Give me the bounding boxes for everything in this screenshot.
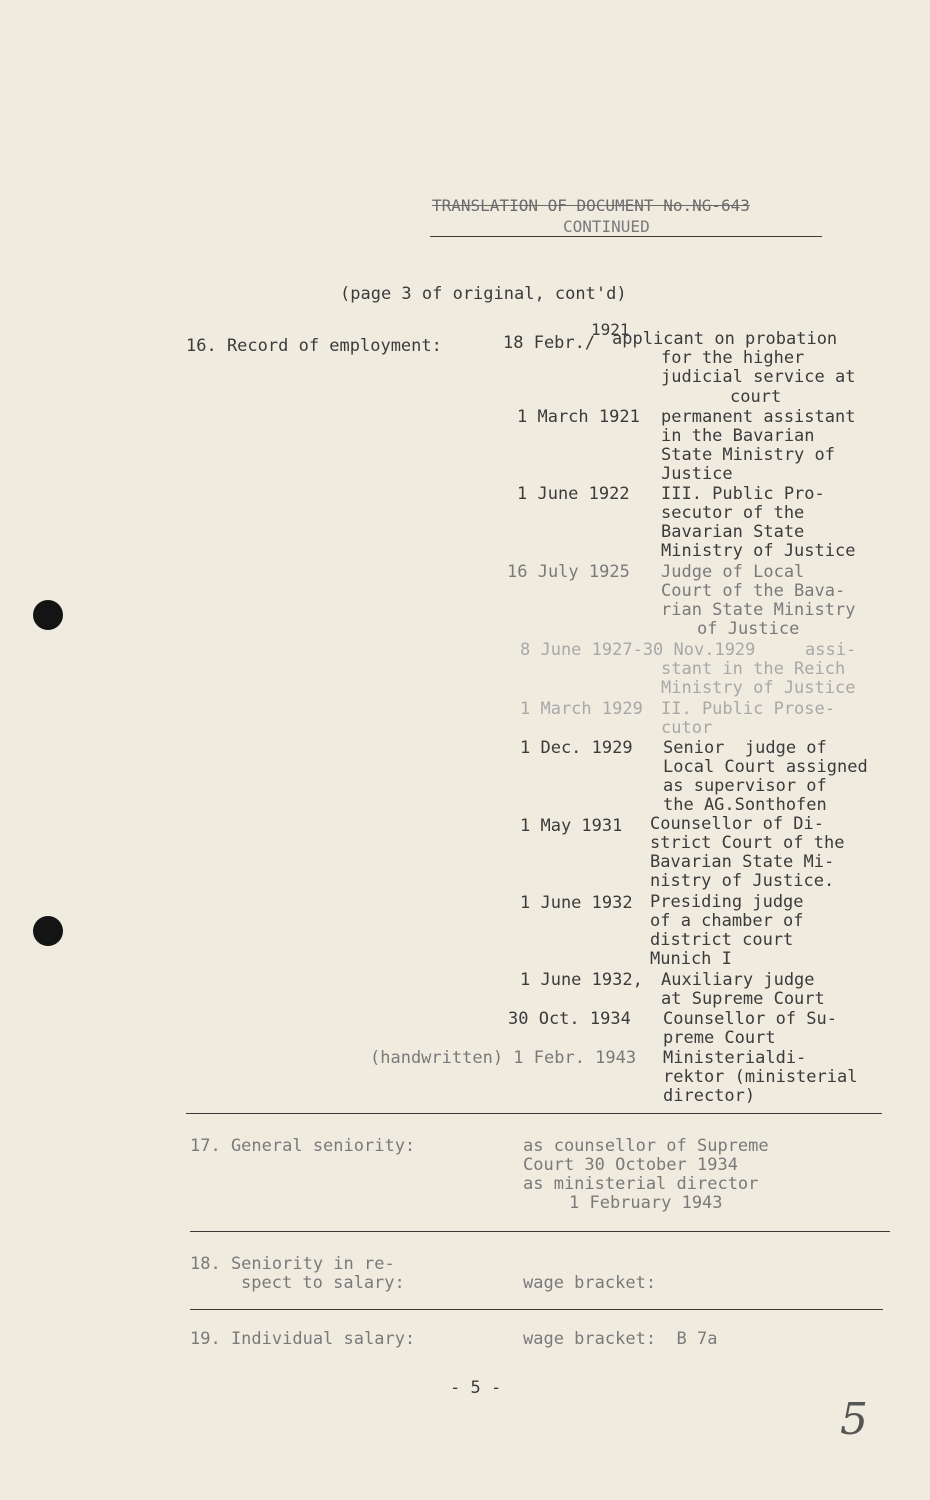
- employment-text: for the higher: [661, 348, 805, 368]
- individual-salary-value: wage bracket: B 7a: [523, 1329, 718, 1349]
- employment-text: Bavarian State: [661, 522, 805, 542]
- employment-date: 8 June 1927-30 Nov.1929: [520, 640, 756, 660]
- employment-date: 1 June 1932,: [520, 970, 643, 990]
- employment-text: at Supreme Court: [661, 989, 825, 1009]
- employment-date: 18 Febr./: [503, 333, 596, 353]
- employment-text: Senior judge of: [663, 738, 827, 758]
- employment-text: stant in the Reich: [661, 659, 846, 679]
- employment-text: strict Court of the: [650, 833, 845, 853]
- item-18-label: 18. Seniority in re-: [190, 1254, 395, 1274]
- employment-text: Ministerialdi-: [663, 1048, 807, 1068]
- section-divider: [190, 1309, 883, 1310]
- employment-date: 1 Dec. 1929: [520, 738, 633, 758]
- employment-date: 1 June 1922: [517, 484, 630, 504]
- employment-text: court: [730, 387, 782, 407]
- employment-text: Counsellor of Su-: [663, 1009, 837, 1029]
- employment-date: 1 March 1921: [517, 407, 640, 427]
- seniority-text: Court 30 October 1934: [523, 1155, 738, 1175]
- employment-text: permanent assistant: [661, 407, 856, 427]
- employment-text: rektor (ministerial: [663, 1067, 858, 1087]
- employment-text: III. Public Pro-: [661, 484, 825, 504]
- employment-text: Bavarian State Mi-: [650, 852, 835, 872]
- employment-text: of a chamber of: [650, 911, 804, 931]
- page-note: (page 3 of original, cont'd): [340, 284, 627, 304]
- employment-date: (handwritten) 1 Febr. 1943: [370, 1048, 637, 1068]
- punch-hole: [33, 600, 63, 630]
- section-divider: [190, 1231, 890, 1232]
- seniority-text: as ministerial director: [523, 1174, 759, 1194]
- punch-hole: [33, 916, 63, 946]
- employment-text: secutor of the: [661, 503, 805, 523]
- document-subtitle: CONTINUED: [563, 217, 650, 236]
- employment-text: the AG.Sonthofen: [663, 795, 827, 815]
- employment-date: 1 March 1929: [520, 699, 643, 719]
- employment-text: cutor: [661, 718, 713, 738]
- employment-text: Presiding judge: [650, 892, 804, 912]
- employment-text: Court of the Bava-: [661, 581, 846, 601]
- employment-date: 30 Oct. 1934: [508, 1009, 631, 1029]
- seniority-text: as counsellor of Supreme: [523, 1136, 769, 1156]
- employment-text: in the Bavarian: [661, 426, 815, 446]
- year-annotation: 1921: [591, 320, 630, 339]
- section-divider: [186, 1113, 882, 1114]
- page-number: - 5 -: [450, 1378, 502, 1398]
- employment-text: Judge of Local: [661, 562, 805, 582]
- seniority-text: 1 February 1943: [569, 1193, 723, 1213]
- employment-text: assi-: [805, 640, 857, 660]
- employment-text: II. Public Prose-: [661, 699, 835, 719]
- header-underline: [430, 236, 822, 237]
- employment-text: State Ministry of: [661, 445, 835, 465]
- item-17-label: 17. General seniority:: [190, 1136, 416, 1156]
- item-16-label: 16. Record of employment:: [186, 336, 442, 356]
- employment-date: 16 July 1925: [507, 562, 630, 582]
- handwritten-page-number: 5: [840, 1394, 868, 1445]
- employment-text: Local Court assigned: [663, 757, 868, 777]
- employment-text: nistry of Justice.: [650, 871, 835, 891]
- document-title: TRANSLATION OF DOCUMENT No.NG-643: [432, 196, 750, 215]
- item-19-label: 19. Individual salary:: [190, 1329, 416, 1349]
- employment-text: preme Court: [663, 1028, 776, 1048]
- employment-text: district court: [650, 930, 794, 950]
- employment-text: applicant on probation: [612, 329, 838, 349]
- employment-text: as supervisor of: [663, 776, 827, 796]
- employment-date: 1 June 1932: [520, 893, 633, 913]
- employment-text: Ministry of Justice: [661, 541, 856, 561]
- item-18-label: spect to salary:: [241, 1273, 405, 1293]
- employment-date: 1 May 1931: [520, 816, 623, 836]
- salary-seniority-value: wage bracket:: [523, 1273, 657, 1293]
- employment-text: Auxiliary judge: [661, 970, 815, 990]
- employment-text: director): [663, 1086, 756, 1106]
- employment-text: Justice: [661, 464, 733, 484]
- employment-text: Counsellor of Di-: [650, 814, 824, 834]
- employment-text: rian State Ministry: [661, 600, 856, 620]
- employment-text: Munich I: [650, 949, 732, 969]
- employment-text: Ministry of Justice: [661, 678, 856, 698]
- employment-text: of Justice: [697, 619, 800, 639]
- employment-text: judicial service at: [661, 367, 856, 387]
